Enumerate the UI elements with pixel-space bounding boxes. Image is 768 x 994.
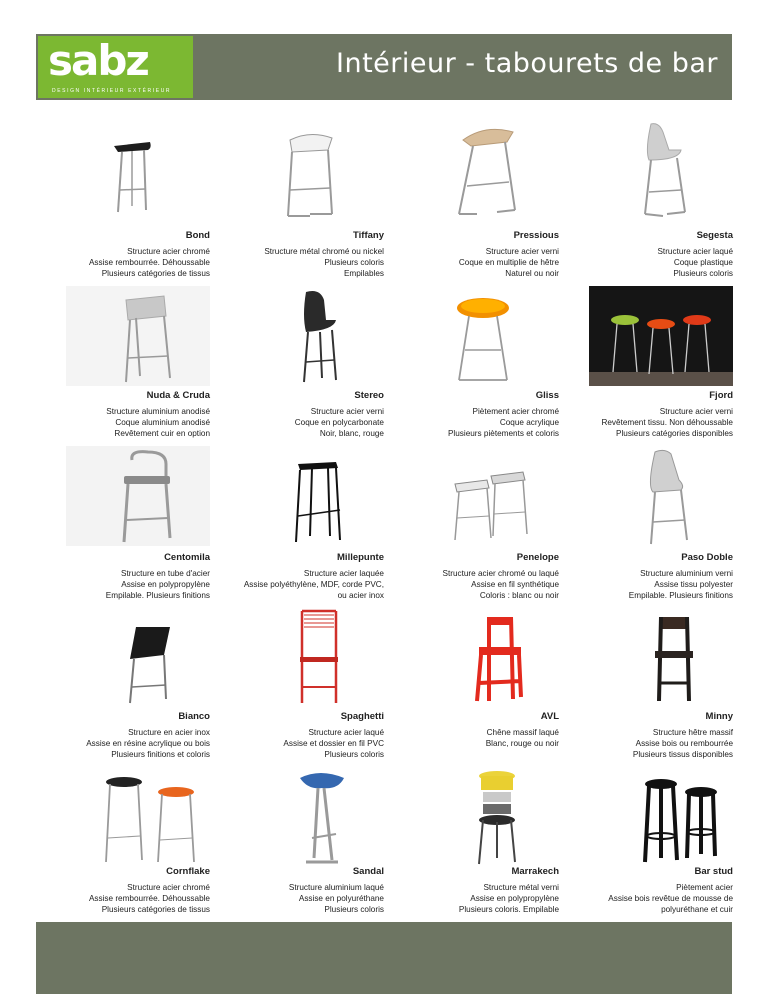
product-card[interactable] xyxy=(36,286,210,449)
product-description: Structure acier verni Revêtement tissu. Non déhoussable Plusieurs catégories disponibles xyxy=(601,407,733,438)
bar-stool-black-seat-icon xyxy=(66,120,210,220)
product-description: Structure acier chromé ou laqué Assise en fil synthétique Coloris : blanc ou noir xyxy=(442,569,559,600)
bar-stool-red-wire-icon xyxy=(240,607,384,707)
product-card[interactable] xyxy=(559,286,733,449)
product-description: Structure en tube d'acier Assise en polypropylène Empilable. Plusieurs finitions xyxy=(105,569,210,600)
product-name: Tiffany xyxy=(353,230,384,241)
page-title: Intérieur - tabourets de bar xyxy=(336,48,718,79)
bar-stool-wood-shell-icon xyxy=(415,120,559,220)
bar-stool-white-sled-icon xyxy=(240,120,384,220)
product-description: Structure acier laquée Assise polyéthylène, MDF, corde PVC, ou acier inox xyxy=(243,569,384,600)
product-description: Structure en acier inox Assise en résine acrylique ou bois Plusieurs finitions et coloris xyxy=(86,728,210,759)
page-footer xyxy=(36,922,732,994)
product-card[interactable] xyxy=(36,768,210,931)
product-description: Piètement acier chromé Coque acrylique Plusieurs piètements et coloris xyxy=(447,407,559,438)
product-name: Cornflake xyxy=(166,866,210,877)
sabz-logo[interactable] xyxy=(38,36,193,98)
bar-stool-dark-wood-icon xyxy=(589,607,733,707)
product-card[interactable] xyxy=(210,607,384,770)
product-description: Structure aluminium verni Assise tissu polyester Empilable. Plusieurs finitions xyxy=(628,569,733,600)
product-card[interactable] xyxy=(559,120,733,283)
product-card[interactable] xyxy=(210,286,384,449)
product-card[interactable] xyxy=(385,607,559,770)
product-card[interactable] xyxy=(210,446,384,609)
product-name: Penelope xyxy=(516,552,559,563)
product-card[interactable] xyxy=(559,446,733,609)
product-name: Nuda & Cruda xyxy=(146,390,210,401)
product-description: Structure métal chromé ou nickel Plusieurs coloris Empilables xyxy=(264,247,384,278)
product-description: Piètement acier Assise bois revêtue de mousse de polyuréthane et cuir xyxy=(608,883,733,914)
product-card[interactable] xyxy=(36,607,210,770)
bar-stool-orange-acrylic-icon xyxy=(415,286,559,386)
product-name: Stereo xyxy=(354,390,384,401)
product-card[interactable] xyxy=(210,768,384,931)
product-name: Sandal xyxy=(352,866,384,877)
product-name: Gliss xyxy=(535,390,559,401)
product-description: Structure acier verni Coque en polycarbonate Noir, blanc, rouge xyxy=(294,407,384,438)
bar-stools-black-orange-icon xyxy=(66,768,210,868)
bar-stool-tube-icon xyxy=(66,446,210,546)
bar-stools-colored-photo-icon xyxy=(589,286,733,386)
bar-stool-red-wood-icon xyxy=(415,607,559,707)
product-name: Minny xyxy=(705,711,733,722)
product-card[interactable] xyxy=(385,768,559,931)
product-card[interactable] xyxy=(559,607,733,770)
product-name: Spaghetti xyxy=(340,711,384,722)
product-card[interactable] xyxy=(385,286,559,449)
bar-stool-blue-saddle-icon xyxy=(240,768,384,868)
product-description: Structure acier laqué Coque plastique Plusieurs coloris xyxy=(657,247,733,278)
product-card[interactable] xyxy=(559,768,733,931)
product-description: Structure métal verni Assise en polypropylène Plusieurs coloris. Empilable xyxy=(458,883,559,914)
product-name: Centomila xyxy=(164,552,210,563)
bar-stool-black-angular-icon xyxy=(66,607,210,707)
product-name: Bond xyxy=(185,230,210,241)
bar-stool-mesh-icon xyxy=(589,446,733,546)
product-card[interactable] xyxy=(36,120,210,283)
product-card[interactable] xyxy=(385,120,559,283)
product-card[interactable] xyxy=(210,120,384,283)
bar-stool-aluminium-icon xyxy=(66,286,210,386)
product-name: Millepunte xyxy=(337,552,384,563)
product-name: Segesta xyxy=(696,230,733,241)
product-name: Paso Doble xyxy=(681,552,733,563)
product-name: AVL xyxy=(540,711,559,722)
page-header xyxy=(36,34,732,100)
bar-stool-black-shell-icon xyxy=(240,286,384,386)
bar-stool-grey-shell-icon xyxy=(589,120,733,220)
product-name: Fjord xyxy=(709,390,733,401)
bar-stool-black-square-icon xyxy=(240,446,384,546)
product-name: Bar stud xyxy=(694,866,733,877)
product-name: Marrakech xyxy=(511,866,559,877)
product-description: Structure acier laqué Assise et dossier en fil PVC Plusieurs coloris xyxy=(283,728,384,759)
bar-stools-wire-icon xyxy=(415,446,559,546)
product-name: Bianco xyxy=(178,711,210,722)
product-card[interactable] xyxy=(385,446,559,609)
product-description: Chêne massif laqué Blanc, rouge ou noir xyxy=(485,728,559,748)
product-description: Structure aluminium laqué Assise en polyuréthane Plusieurs coloris xyxy=(288,883,384,914)
bar-stools-stacked-icon xyxy=(415,768,559,868)
logo-tagline: DESIGN INTÉRIEUR EXTÉRIEUR xyxy=(52,88,172,94)
product-description: Structure hêtre massif Assise bois ou rembourrée Plusieurs tissus disponibles xyxy=(632,728,733,759)
product-description: Structure acier chromé Assise rembourrée. Déhoussable Plusieurs catégories de tissus xyxy=(88,247,210,278)
product-description: Structure acier chromé Assise rembourrée. Déhoussable Plusieurs catégories de tissus xyxy=(88,883,210,914)
product-description: Structure aluminium anodisé Coque aluminium anodisé Revêtement cuir en option xyxy=(106,407,210,438)
bar-stools-round-black-icon xyxy=(589,768,733,868)
product-description: Structure acier verni Coque en multiplie de hêtre Naturel ou noir xyxy=(458,247,559,278)
logo-wordmark: sabz xyxy=(48,36,148,85)
product-card[interactable] xyxy=(36,446,210,609)
product-name: Pressious xyxy=(513,230,559,241)
